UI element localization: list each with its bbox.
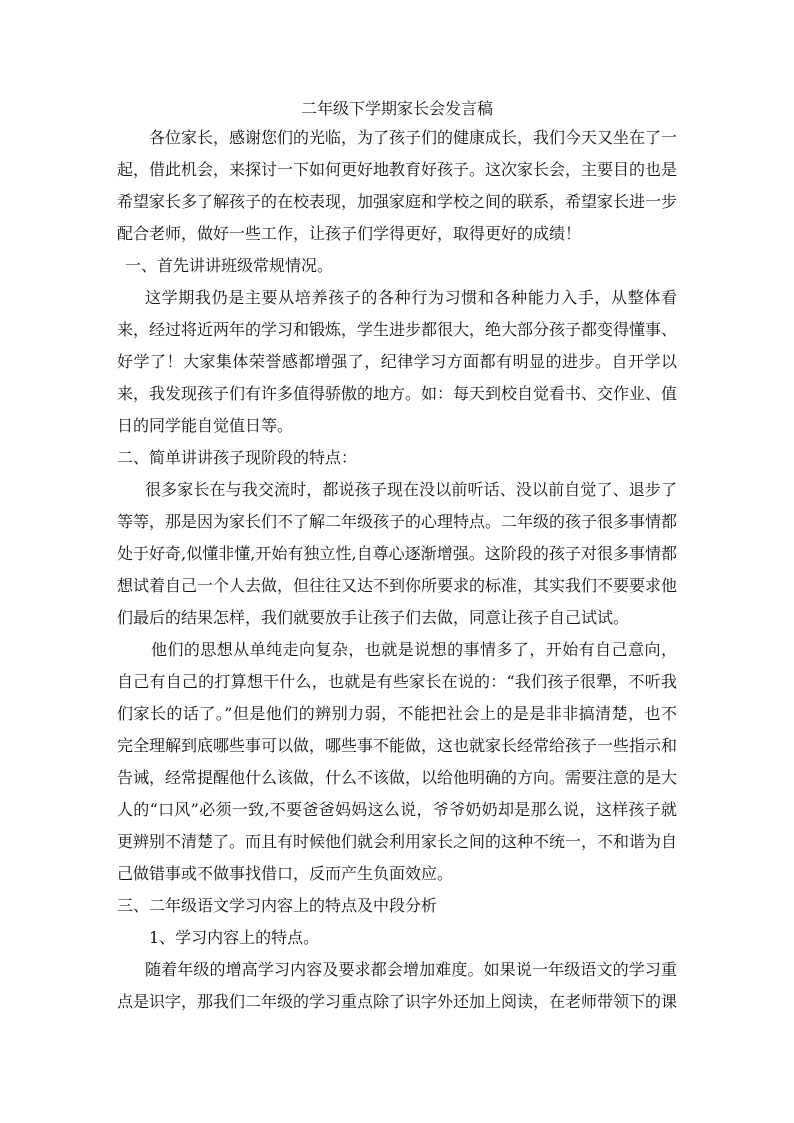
section-2-body-2: 他们的思想从单纯走向复杂，也就是说想的事情多了，开始有自己意向，自己有自己的打算想干什么，也就是有些家长在说的：“我们孩子很犟，不听我们家长的话了。”但是他们的辨别力弱，不能把社会上的是是非非搞清楚，也不完全理解到底哪些事可以做，哪些事不能做，这也就家长经常给孩子一些指示和告诫，经常提醒他什么该做，什么不该做，以给他明确的方向。需要注意的是大人的“口风”必须一致,不要爸爸妈妈这么说，爷爷奶奶却是那么说，这样孩子就更辨别不清楚了。而且有时候他们就会利用家长之间的这种不统一，不和谐为自己做错事或不做事找借口，反而产生负面效应。 — [117, 640, 678, 883]
section-1-heading: 一、首先讲讲班级常规情况。 — [125, 256, 334, 275]
intro-paragraph: 各位家长，感谢您们的光临，为了孩子们的健康成长，我们今天又坐在了一起，借此机会，来探讨一下如何更好地教育好孩子。这次家长会，主要目的也是希望家长多了解孩子的在校表现，加强家庭和学校之间的联系，希望家长进一步配合老师，做好一些工作，让孩子们学得更好，取得更好的成绩！ — [117, 128, 678, 243]
section-3-subheading: 1、学习内容上的特点。 — [149, 928, 320, 947]
section-2-body-1: 很多家长在与我交流时，都说孩子现在没以前听话、没以前自觉了、退步了等等，那是因为家长们不了解二年级孩子的心理特点。二年级的孩子很多事情都处于好奇,似懂非懂,开始有独立性,自尊心逐渐增强。这阶段的孩子对很多事情都想试着自己一个人去做，但往往又达不到你所要求的标准，其实我们不要要求他们最后的结果怎样，我们就要放手让孩子们去做，同意让孩子自己试试。 — [117, 480, 678, 627]
section-3-body: 随着年级的增高学习内容及要求都会增加难度。如果说一年级语文的学习重点是识字，那我们二年级的学习重点除了识字外还加上阅读，在老师带领下的课 — [117, 960, 678, 1011]
document-title: 二年级下学期家长会发言稿 — [300, 99, 493, 118]
section-3-heading: 三、二年级语文学习内容上的特点及中段分析 — [117, 896, 438, 915]
document-page — [117, 96, 677, 1018]
section-2-heading: 二、简单讲讲孩子现阶段的特点： — [117, 448, 358, 467]
section-1-body: 这学期我仍是主要从培养孩子的各种行为习惯和各种能力入手，从整体看来，经过将近两年的学习和锻炼，学生进步都很大，绝大部分孩子都变得懂事、好学了！大家集体荣誉感都增强了，纪律学习方面都有明显的进步。自开学以来，我发现孩子们有许多值得骄傲的地方。如：每天到校自觉看书、交作业、值日的同学能自觉值日等。 — [117, 288, 678, 435]
